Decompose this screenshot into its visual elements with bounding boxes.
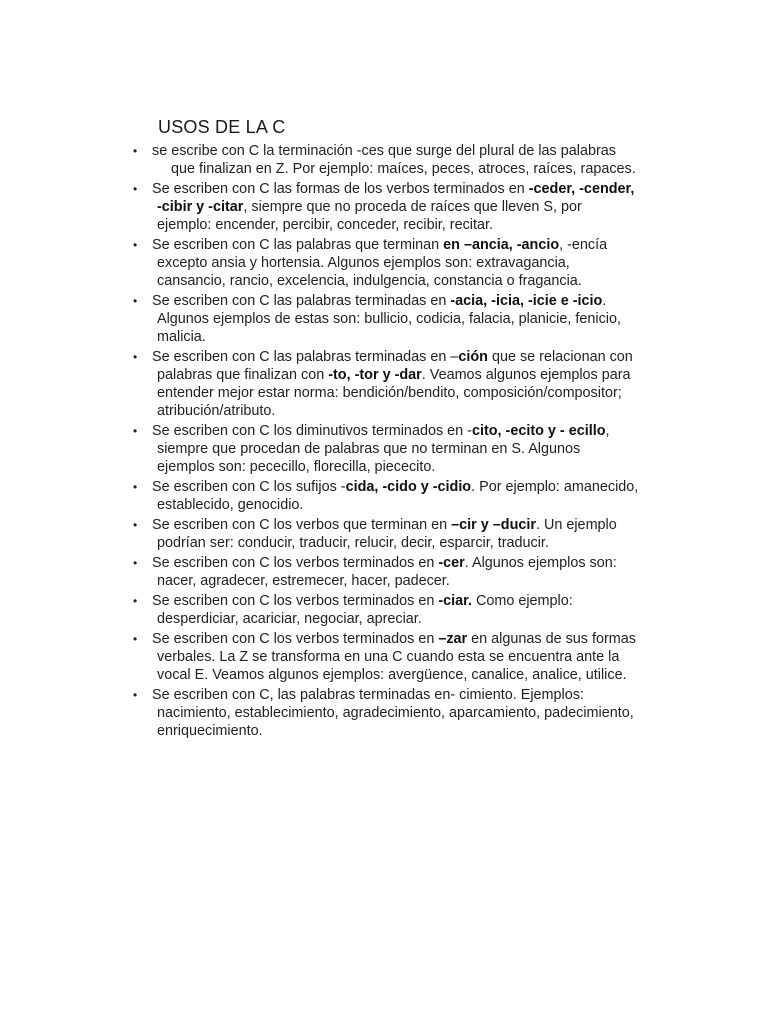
text-run: excepto ansia y hortensia. Algunos ejemplos son: extravagancia, — [157, 255, 570, 271]
bold-text: -cibir y -citar — [157, 199, 244, 215]
text-line — [152, 384, 670, 402]
text-line — [152, 402, 670, 420]
text-run: . Un ejemplo — [535, 517, 617, 533]
text-run: atribución/atributo. — [157, 403, 276, 419]
text-run: . Por ejemplo: amanecido, — [471, 479, 639, 495]
text-run: en algunas de sus formas — [467, 631, 636, 647]
bullet-icon: • — [133, 556, 138, 570]
bold-text: en –ancia, -ancio — [443, 237, 560, 253]
list-item — [130, 180, 670, 234]
bullet-icon: • — [133, 294, 138, 308]
bullet-icon: • — [133, 480, 138, 494]
text-run: palabras que finalizan con — [157, 367, 329, 383]
text-line — [152, 610, 670, 628]
list-item — [130, 422, 670, 476]
text-run: ejemplos son: pececillo, florecilla, piececito. — [157, 459, 436, 475]
bold-text: -cer — [438, 555, 465, 571]
bold-text: -to, -tor y -dar — [328, 367, 422, 383]
text-line — [152, 328, 670, 346]
text-line — [152, 366, 670, 384]
list-item — [130, 478, 670, 514]
list-item — [130, 686, 670, 740]
text-line — [152, 180, 670, 198]
text-run: cansancio, rancio, excelencia, indulgencia, constancia o fragancia. — [157, 273, 582, 289]
text-run: enriquecimiento. — [157, 723, 263, 739]
bullet-icon: • — [133, 594, 138, 608]
text-run: . Algunos ejemplos son: — [464, 555, 617, 571]
text-run: Se escriben con C los verbos que terminan en — [152, 517, 452, 533]
text-line — [152, 592, 670, 610]
bullet-icon: • — [133, 632, 138, 646]
text-run: , -encía — [559, 237, 608, 253]
text-run: , siempre que no proceda de raíces que lleven S, por — [243, 199, 582, 215]
text-run: entender mejor estar norma: bendición/bendito, composición/compositor; — [157, 385, 622, 401]
text-line — [152, 722, 670, 740]
text-run: Se escriben con C las formas de los verbos terminados en — [152, 181, 529, 197]
text-line — [152, 648, 670, 666]
text-line — [152, 534, 670, 552]
text-line — [152, 272, 670, 290]
bold-text: cida, -cido y -cidio — [345, 479, 472, 495]
text-line — [152, 554, 670, 572]
list-item — [130, 630, 670, 684]
text-run: vocal E. Veamos algunos ejemplos: avergüence, canalice, analice, utilice. — [157, 667, 627, 683]
text-run: desperdiciar, acariciar, negociar, apreciar. — [157, 611, 422, 627]
text-line — [152, 348, 670, 366]
list-item — [130, 554, 670, 590]
text-run: . — [602, 293, 607, 309]
text-line — [152, 496, 670, 514]
text-line — [152, 292, 670, 310]
bullet-icon: • — [133, 424, 138, 438]
text-run: podrían ser: conducir, traducir, relucir, decir, esparcir, traducir. — [157, 535, 549, 551]
bullet-icon: • — [133, 144, 138, 158]
text-run: nacimiento, establecimiento, agradecimiento, aparcamiento, padecimiento, — [157, 705, 634, 721]
bold-text: –cir y –ducir — [451, 517, 536, 533]
text-run: Se escriben con C los sufijos - — [152, 479, 346, 495]
text-run: que se relacionan con — [487, 349, 633, 365]
bold-text: -acia, -icia, -icie e -icio — [450, 293, 603, 309]
list-item — [130, 292, 670, 346]
text-line — [152, 516, 670, 534]
text-run: Se escriben con C las palabras que terminan — [152, 237, 444, 253]
text-run: se escribe con C la terminación -ces que surge del plural de las palabras — [152, 143, 616, 159]
text-run: Se escriben con C los verbos terminados en — [152, 555, 439, 571]
text-line — [152, 630, 670, 648]
bold-text: -ciar. — [438, 593, 472, 609]
text-run: Algunos ejemplos de estas son: bullicio, codicia, falacia, planicie, fenicio, — [157, 311, 621, 327]
text-run: establecido, genocidio. — [157, 497, 304, 513]
text-line — [152, 254, 670, 272]
bullet-icon: • — [133, 238, 138, 252]
text-line — [152, 142, 670, 160]
text-line — [152, 198, 670, 216]
text-run: verbales. La Z se transforma en una C cuando esta se encuentra ante la — [157, 649, 620, 665]
text-line — [152, 422, 670, 440]
page-title: USOS DE LA C — [158, 117, 286, 137]
bold-text: –zar — [438, 631, 468, 647]
text-run: ejemplo: encender, percibir, conceder, recibir, recitar. — [157, 217, 493, 233]
bullet-icon: • — [133, 350, 138, 364]
bullet-icon: • — [133, 182, 138, 196]
text-line — [152, 440, 670, 458]
text-line — [152, 216, 670, 234]
list-item — [130, 592, 670, 628]
text-run: malicia. — [157, 329, 206, 345]
text-line — [152, 666, 670, 684]
text-line — [152, 236, 670, 254]
text-run: Se escriben con C, las palabras terminadas en- cimiento. Ejemplos: — [152, 687, 584, 703]
bullet-icon: • — [133, 518, 138, 532]
list-item — [130, 236, 670, 290]
text-run: , — [605, 423, 610, 439]
text-line — [152, 478, 670, 496]
text-run: Se escriben con C los verbos terminados en — [152, 593, 439, 609]
rules-list — [130, 142, 670, 742]
bold-text: cito, -ecito y - ecillo — [471, 423, 606, 439]
list-item — [130, 348, 670, 420]
text-line — [152, 310, 670, 328]
text-line — [152, 704, 670, 722]
text-run: Se escriben con C los verbos terminados en — [152, 631, 439, 647]
bold-text: -ceder, -cender, — [528, 181, 635, 197]
text-run: Como ejemplo: — [471, 593, 573, 609]
text-run: que finalizan en Z. Por ejemplo: maíces, peces, atroces, raíces, rapaces. — [171, 161, 636, 177]
text-run: Se escriben con C las palabras terminadas en – — [152, 349, 459, 365]
text-run: Se escriben con C las palabras terminadas en — [152, 293, 451, 309]
text-run: Se escriben con C los diminutivos terminados en - — [152, 423, 472, 439]
text-run: siempre que procedan de palabras que no terminan en S. Algunos — [157, 441, 581, 457]
bold-text: ción — [458, 349, 488, 365]
text-run: nacer, agradecer, estremecer, hacer, padecer. — [157, 573, 450, 589]
bullet-icon: • — [133, 688, 138, 702]
list-item — [130, 516, 670, 552]
text-line — [152, 686, 670, 704]
text-run: . Veamos algunos ejemplos para — [421, 367, 631, 383]
text-line — [152, 458, 670, 476]
text-line — [152, 160, 670, 178]
text-line — [152, 572, 670, 590]
list-item — [130, 142, 670, 178]
